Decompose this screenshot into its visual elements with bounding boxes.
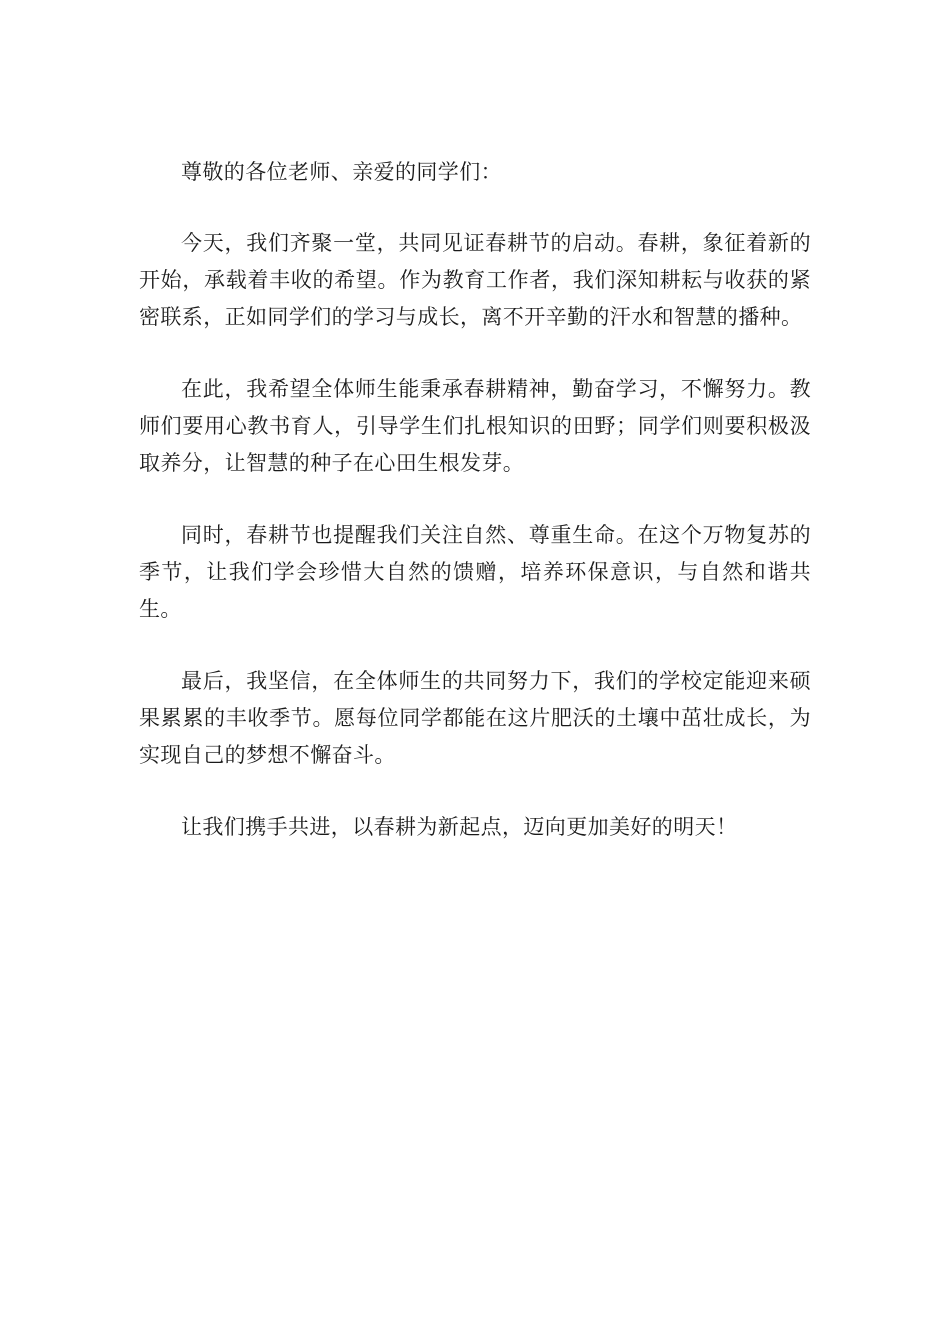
greeting-line: 尊敬的各位老师、亲爱的同学们： — [181, 160, 502, 184]
paragraph-opening: 今天，我们齐聚一堂，共同见证春耕节的启动。春耕，象征着新的开始，承载着丰收的希望。作为教育工作者，我们深知耕耘与收获的紧密联系，正如同学们的学习与成长，离不开辛勤的汗水和智慧的播种。 — [139, 231, 811, 329]
paragraph-nature: 同时，春耕节也提醒我们关注自然、尊重生命。在这个万物复苏的季节，让我们学会珍惜大自然的馈赠，培养环保意识，与自然和谐共生。 — [139, 523, 811, 621]
speech-body — [139, 154, 811, 881]
paragraph-conviction: 最后，我坚信，在全体师生的共同努力下，我们的学校定能迎来硕果累累的丰收季节。愿每位同学都能在这片肥沃的土壤中茁壮成长，为实现自己的梦想不懈奋斗。 — [139, 669, 811, 767]
paragraph-hope: 在此，我希望全体师生能秉承春耕精神，勤奋学习，不懈努力。教师们要用心教书育人，引导学生们扎根知识的田野；同学们则要积极汲取养分，让智慧的种子在心田生根发芽。 — [139, 377, 811, 475]
paragraph-closing: 让我们携手共进，以春耕为新起点，迈向更加美好的明天！ — [181, 815, 738, 839]
